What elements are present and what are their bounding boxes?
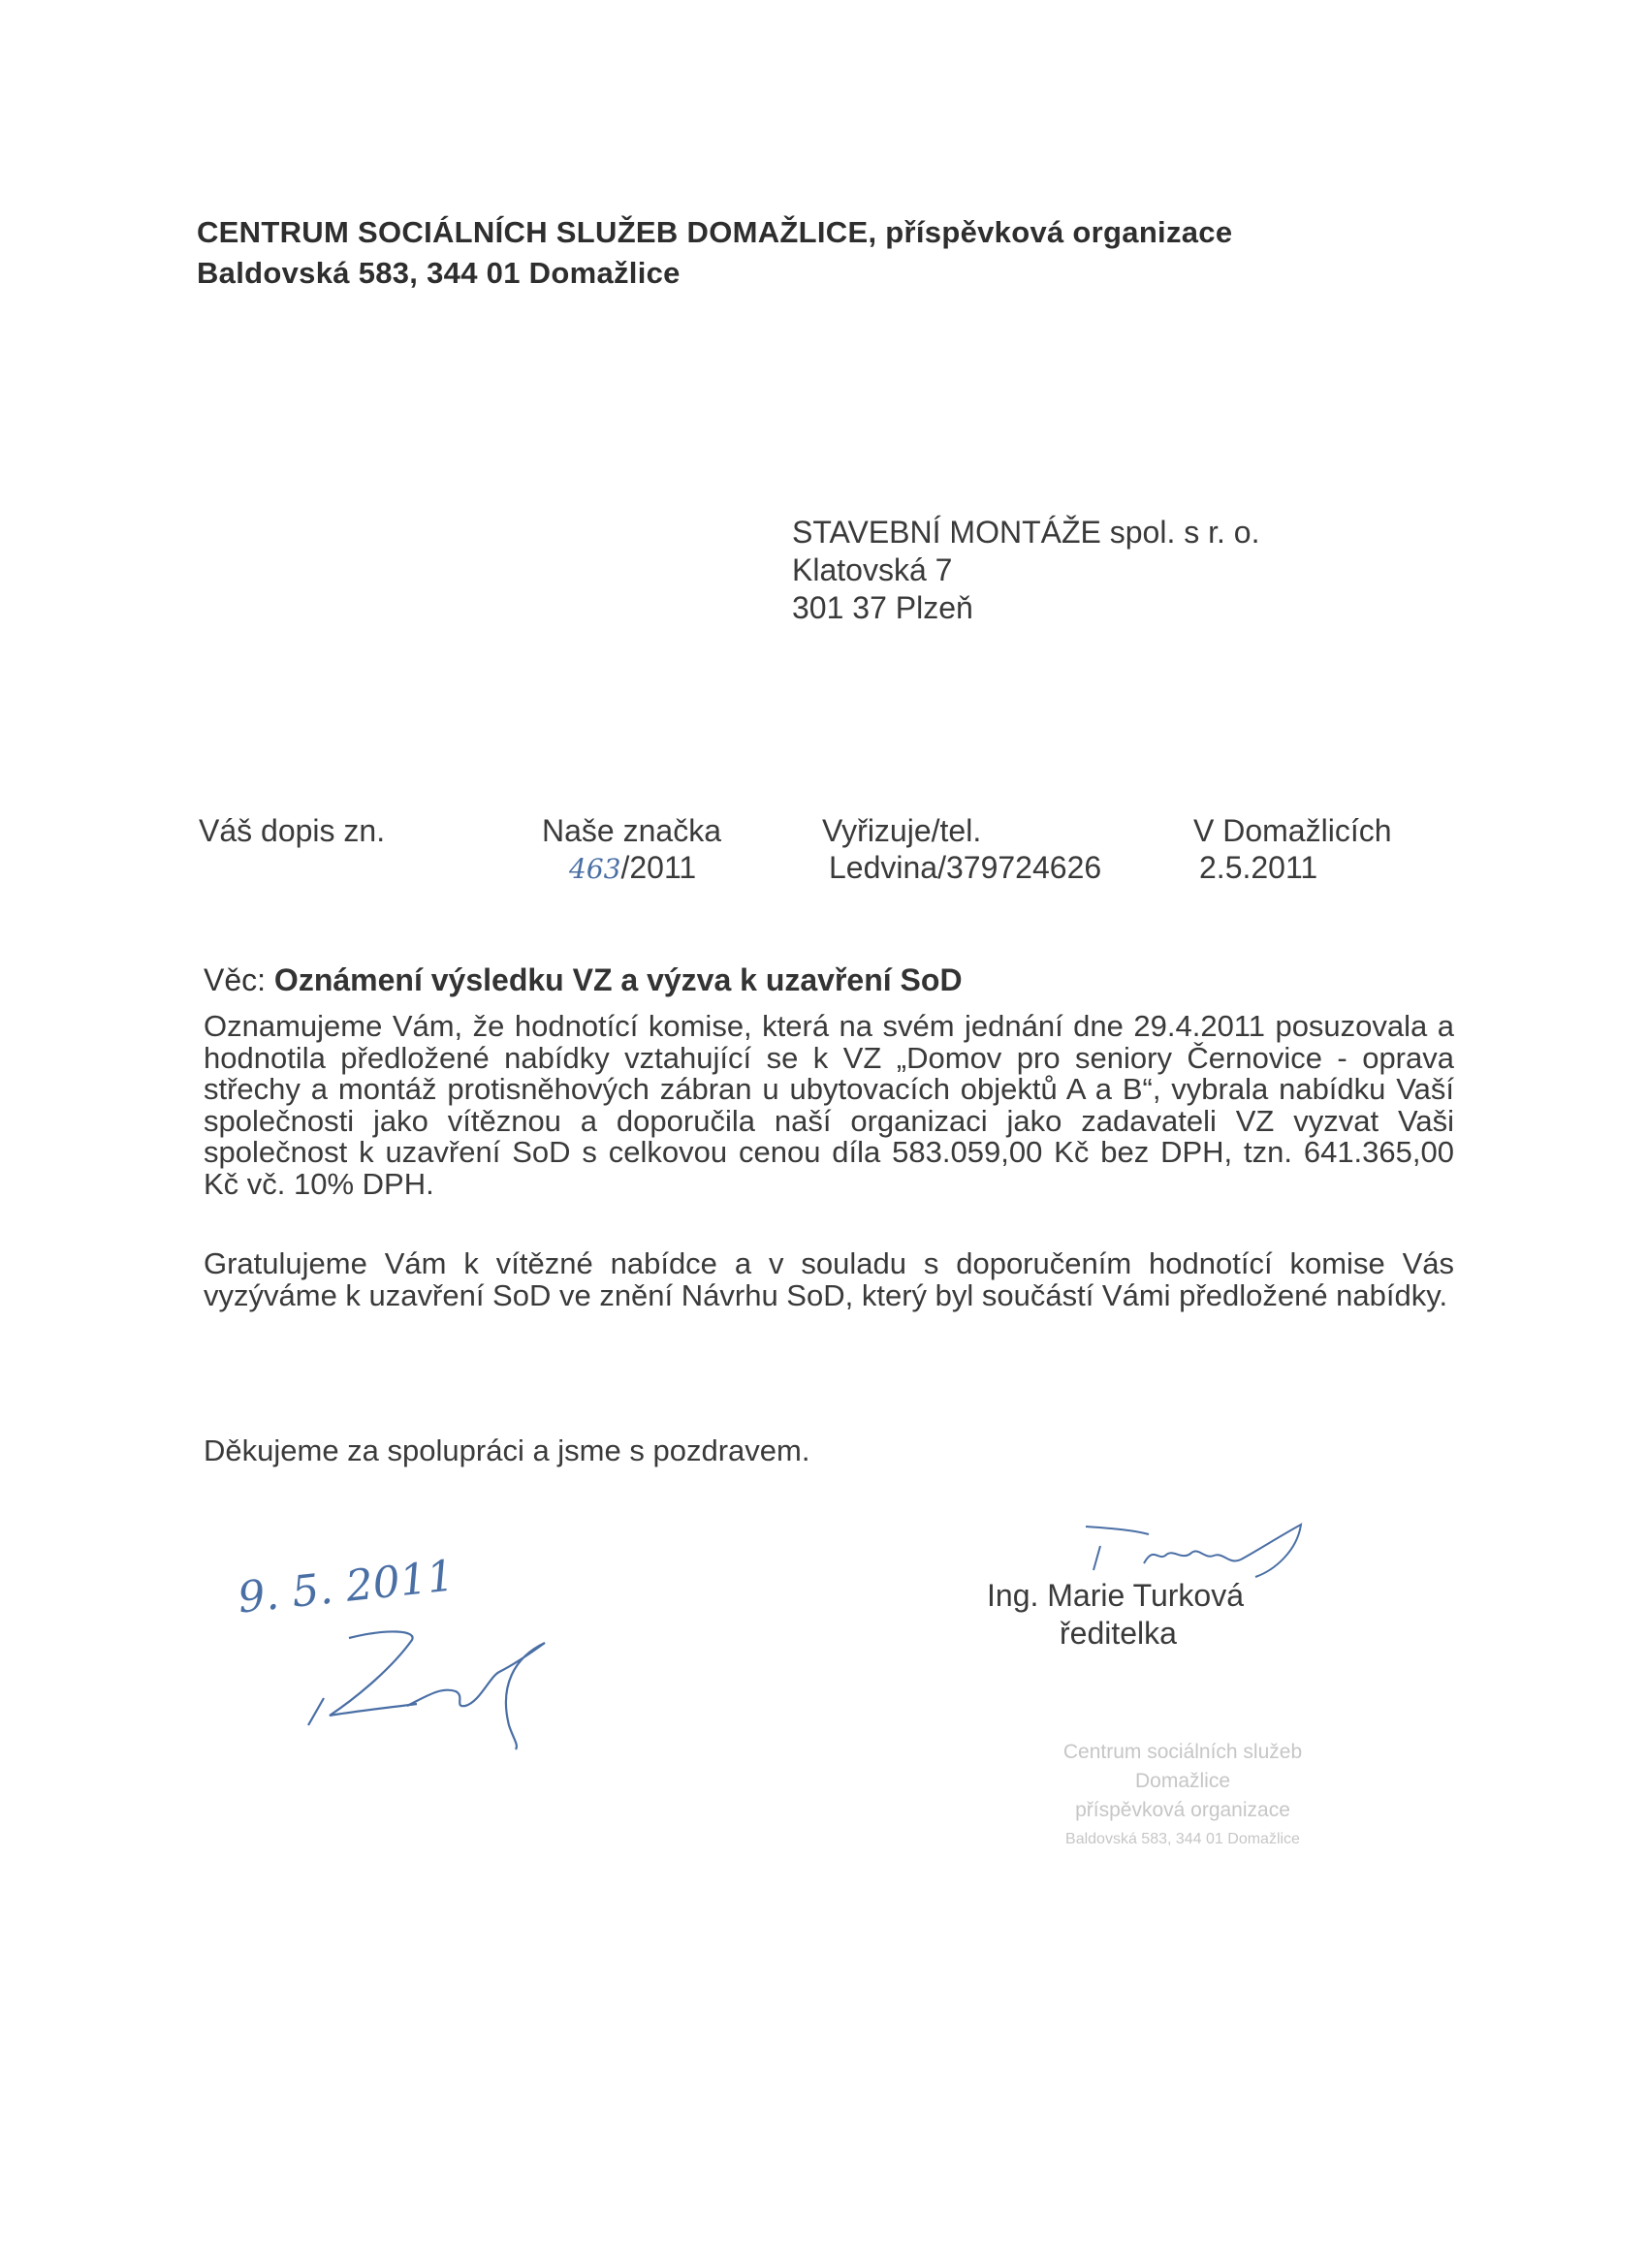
body-paragraph-2: Gratulujeme Vám k vítězné nabídce a v souladu s doporučením hodnotící komise Vás vyzýváme k uzavření SoD ve znění Návrhu SoD, který byl součástí Vámi předložené nabídky.: [204, 1246, 1454, 1312]
organization-stamp: [1008, 1738, 1357, 1854]
signatory-role: ředitelka: [1060, 1616, 1177, 1651]
subject-title: Oznámení výsledku VZ a výzva k uzavření SoD: [273, 962, 963, 997]
recipient-address-block: [792, 514, 1259, 627]
our-ref-year: /2011: [620, 850, 697, 885]
your-letter-label: Váš dopis zn.: [199, 813, 386, 848]
stamp-line-3: příspěvková organizace: [1075, 1799, 1290, 1821]
handwritten-received-date: 9. 5. 2011: [235, 1551, 457, 1623]
signatory-name: Ing. Marie Turková: [987, 1578, 1244, 1613]
handled-by-value: Ledvina/379724626: [829, 850, 1102, 885]
our-ref-label: Naše značka: [542, 813, 721, 848]
handled-by-label: Vyřizuje/tel.: [822, 813, 982, 848]
place-label: V Domažlicích: [1193, 813, 1392, 848]
stamp-line-4: Baldovská 583, 344 01 Domažlice: [1065, 1831, 1300, 1847]
body-paragraph-1: Oznamujeme Vám, že hodnotící komise, která na svém jednání dne 29.4.2011 posuzovala a hodnotila předložené nabídky vztahující se k VZ „Domov pro seniory Černovice - oprava střechy a montáž protisněhových zábran u ubytovacích objektů A a B“, vybrala nabídku Vaší společnosti jako vítěznou a doporučila naší organizaci jako zadavateli VZ vyzvat Vaši společnost k uzavření SoD s celkovou cenou díla 583.059,00 Kč bez DPH, tzn. 641.365,00 Kč vč. 10% DPH.: [204, 1009, 1454, 1201]
recipient-company: STAVEBNÍ MONTÁŽE spol. s r. o.: [792, 515, 1260, 550]
our-ref-handwritten-number: 463: [569, 853, 621, 885]
stamp-line-1: Centrum sociálních služeb: [1062, 1741, 1303, 1763]
recipient-street: Klatovská 7: [792, 552, 953, 587]
letterhead-address: Baldovská 583, 344 01 Domažlice: [197, 256, 681, 290]
our-ref-value: [569, 849, 696, 888]
subject-line: [204, 962, 963, 998]
closing-line: Děkujeme za spolupráci a jsme s pozdravem.: [204, 1433, 810, 1467]
subject-prefix: Věc:: [204, 962, 267, 997]
recipient-city: 301 37 Plzeň: [792, 590, 973, 625]
letter-date: 2.5.2011: [1199, 850, 1318, 885]
stamp-line-2: Domažlice: [1134, 1770, 1231, 1792]
handwritten-initials-signature: [301, 1619, 562, 1764]
letterhead-org-name: CENTRUM SOCIÁLNÍCH SLUŽEB DOMAŽLICE, příspěvková organizace: [197, 215, 1233, 249]
